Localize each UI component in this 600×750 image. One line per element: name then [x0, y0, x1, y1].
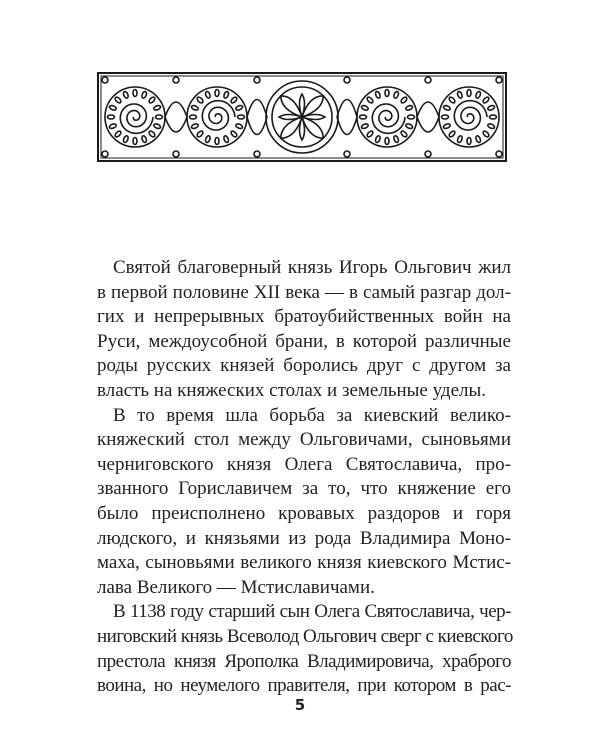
text-line: роды русских князей боролись друг с другом за	[97, 355, 511, 377]
text-line: престола князя Ярополка Владимировича, храброго	[97, 650, 511, 672]
text-line: воина, но неумелого правителя, при котором в рас-	[97, 675, 511, 697]
text-line: в первой половине XII века — в самый разгар дол-	[97, 281, 511, 303]
text-line: лава Великого — Мстиславичами.	[97, 576, 375, 598]
text-line: княжеский стол между Ольговичами, сыновьями	[97, 429, 511, 451]
text-line: ниговский князь Всеволод Ольгович сверг с киевского	[97, 625, 513, 647]
text-line: черниговского князя Олега Святославича, про-	[97, 453, 511, 475]
text-line: гих и непрерывных братоубийственных войн на	[97, 306, 511, 328]
text-line: людского, и князьями из рода Владимира Моно-	[97, 527, 511, 549]
text-line: было преисполнено кровавых раздоров и горя	[97, 502, 511, 524]
text-line: званного Гориславичем за то, что княжение его	[97, 478, 511, 500]
text-line: маха, сыновьями великого князя киевского Мстис-	[97, 552, 511, 574]
body-text	[97, 256, 511, 699]
text-line: В то время шла борьба за киевский велико-	[113, 404, 511, 426]
page-number: 5	[294, 696, 306, 714]
ornament-headpiece	[97, 72, 507, 162]
text-line: Святой благоверный князь Игорь Ольгович жил	[113, 257, 511, 278]
text-line: В 1138 году старший сын Олега Святославича, чер-	[113, 601, 511, 623]
text-line: власть на княжеских столах и земельные уделы.	[97, 379, 487, 401]
text-line: Руси, междоусобной брани, в которой различные	[97, 330, 511, 352]
